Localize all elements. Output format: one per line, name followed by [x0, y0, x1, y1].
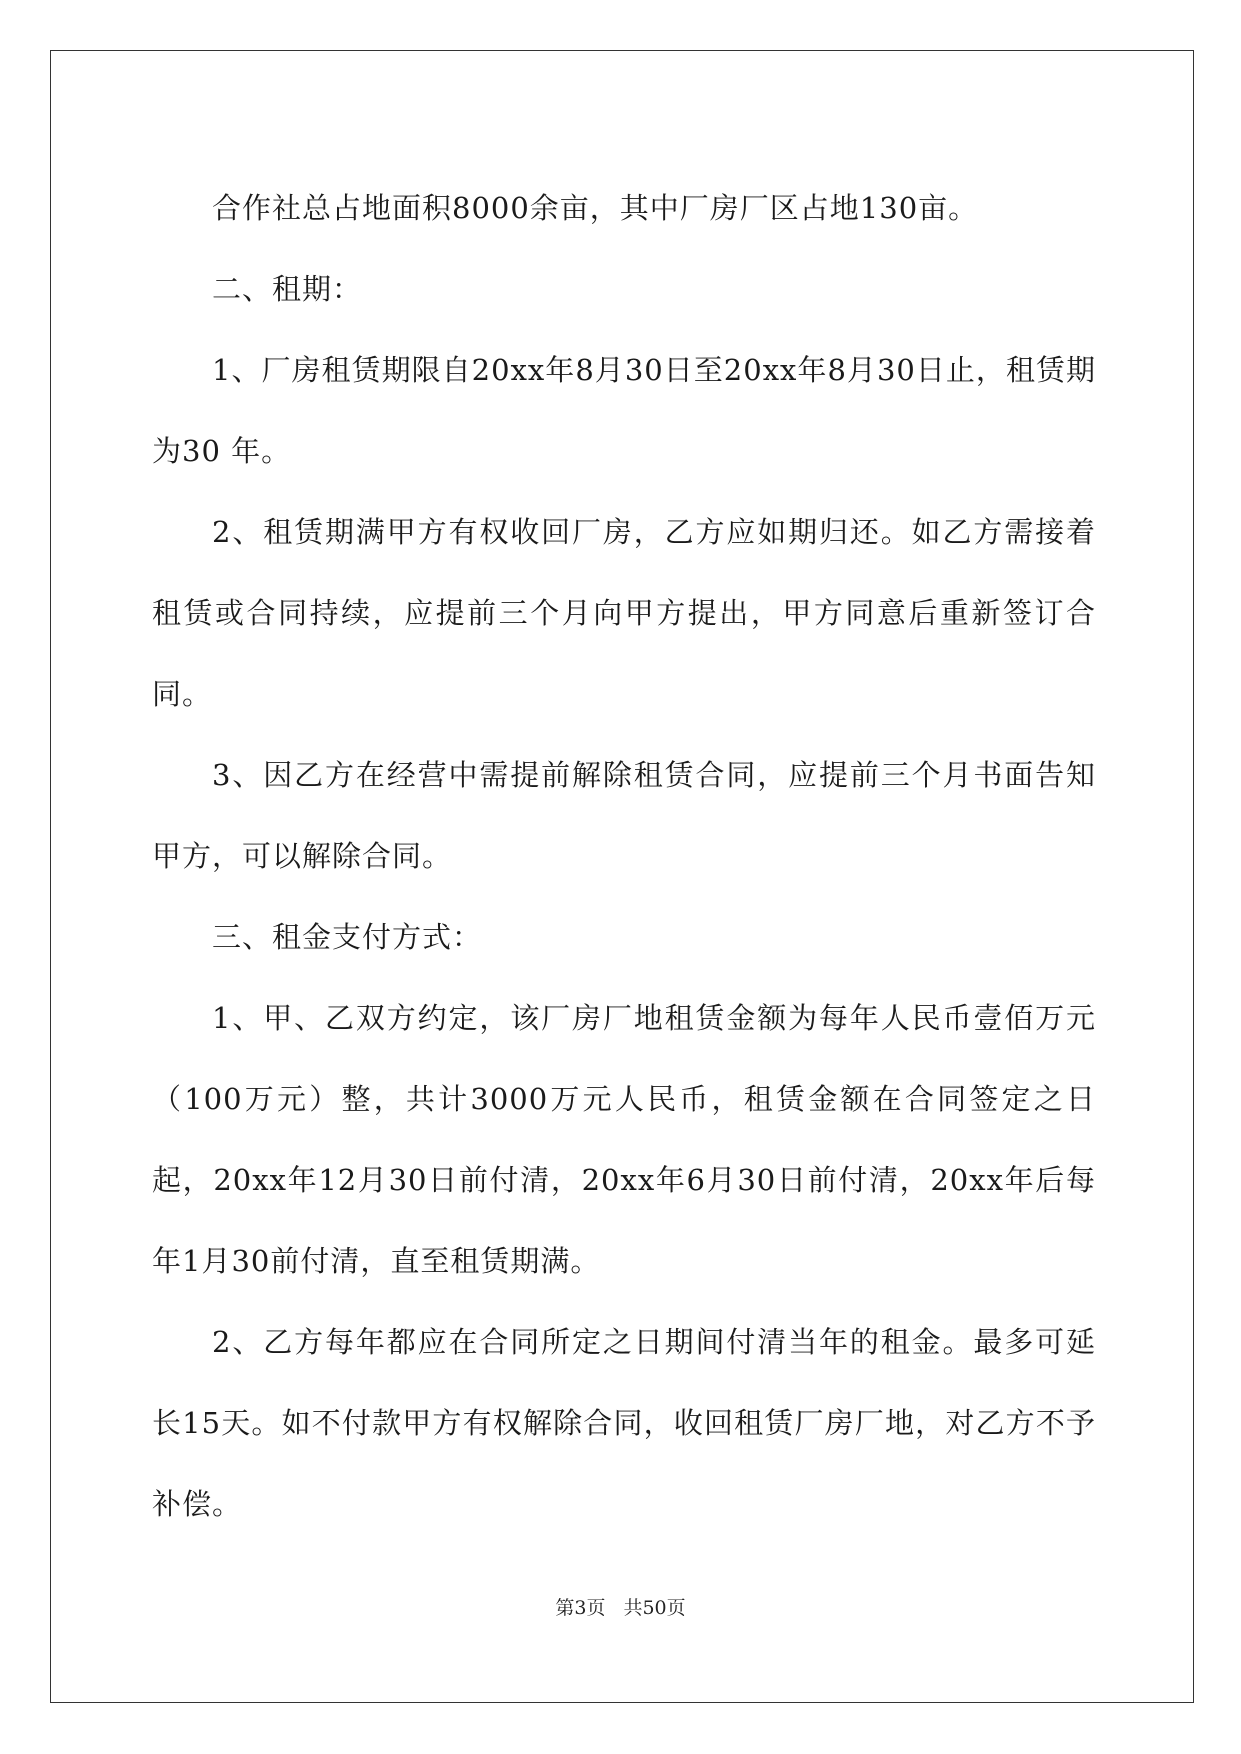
- page-footer: [0, 1596, 1241, 1620]
- paragraph: 2、乙方每年都应在合同所定之日期间付清当年的租金。最多可延长15天。如不付款甲方有权解除合同，收回租赁厂房厂地，对乙方不予补偿。: [152, 1325, 1096, 1521]
- document-body: [152, 168, 1096, 1545]
- section-heading: 三、租金支付方式：: [212, 920, 483, 954]
- page-total: 共50页: [623, 1597, 686, 1619]
- paragraph: 3、因乙方在经营中需提前解除租赁合同，应提前三个月书面告知甲方，可以解除合同。: [152, 758, 1096, 873]
- paragraph: 2、租赁期满甲方有权收回厂房，乙方应如期归还。如乙方需接着租赁或合同持续，应提前三个月向甲方提出，甲方同意后重新签订合同。: [152, 515, 1096, 711]
- paragraph: 合作社总占地面积8000余亩，其中厂房厂区占地130亩。: [212, 191, 979, 225]
- section-heading: 二、租期：: [212, 272, 363, 306]
- paragraph: 1、甲、乙双方约定，该厂房厂地租赁金额为每年人民币壹佰万元（100万元）整，共计3000万元人民币，租赁金额在合同签定之日起，20xx年12月30日前付清，20xx年6月30日前付清，20xx年后每年1月30前付清，直至租赁期满。: [152, 1001, 1096, 1278]
- paragraph: 1、厂房租赁期限自20xx年8月30日至20xx年8月30日止，租赁期为30 年。: [152, 353, 1096, 468]
- page-number: 第3页: [555, 1597, 606, 1619]
